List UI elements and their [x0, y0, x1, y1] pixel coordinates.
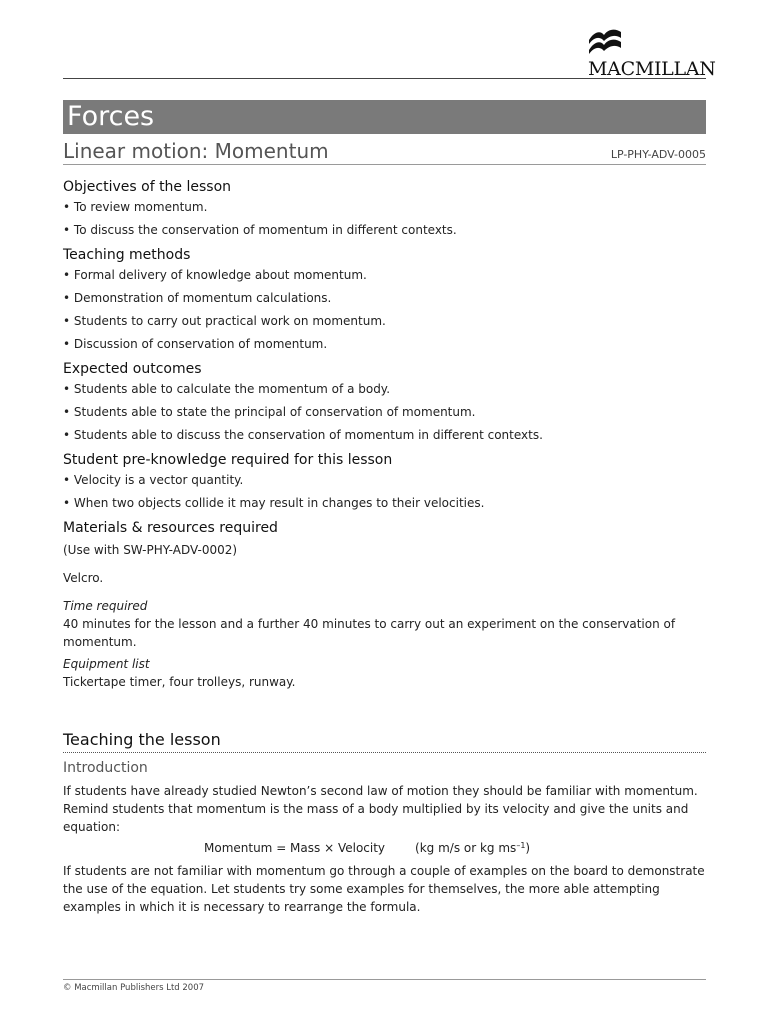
units-text: (kg m/s or kg ms [415, 841, 517, 855]
topic-banner [63, 100, 706, 134]
lesson-header [63, 139, 706, 165]
publisher-logo [588, 26, 716, 80]
momentum-equation [63, 839, 706, 857]
introduction-paragraph: If students have already studied Newton’s second law of motion they should be familiar with momentum. Remind students that momentum is the mass of a body multiplied by its velocity and give the units and equation: [63, 784, 698, 834]
units-exponent: –1 [516, 841, 526, 850]
lesson-title: Linear motion: Momentum [63, 139, 329, 163]
equation-text: Momentum = Mass × Velocity [204, 841, 386, 855]
document-code: LP-PHY-ADV-0005 [610, 148, 706, 161]
equipment-list-label: Equipment list [63, 657, 150, 671]
use-with-note: (Use with SW-PHY-ADV-0002) [63, 543, 238, 557]
list-item: • When two objects collide it may result in changes to their velocities. [63, 496, 706, 510]
footer-divider [63, 979, 706, 980]
macmillan-logo-icon [588, 26, 622, 58]
teaching-heading: Teaching the lesson [63, 729, 706, 753]
list-item: • Discussion of conservation of momentum. [63, 337, 706, 351]
lesson-plan-body [63, 178, 706, 691]
list-item: • Students to carry out practical work on momentum. [63, 314, 706, 328]
list-item: • Demonstration of momentum calculations. [63, 291, 706, 305]
examples-paragraph: If students are not familiar with momentum go through a couple of examples on the board to demonstrate the use of the equation. Let students try some examples for themselves, the more able attempting examples in which it is necessary to rearrange the formula. [63, 864, 705, 914]
list-item: • To discuss the conservation of momentum in different contexts. [63, 223, 706, 237]
teaching-section [63, 729, 706, 916]
introduction-heading: Introduction [63, 760, 148, 776]
list-item: • Students able to discuss the conservation of momentum in different contexts. [63, 428, 706, 442]
list-item: • Students able to state the principal of conservation of momentum. [63, 405, 706, 419]
list-item: • To review momentum. [63, 200, 706, 214]
outcomes-list [63, 382, 706, 442]
list-item: • Students able to calculate the momentum of a body. [63, 382, 706, 396]
units-close: ) [525, 841, 531, 855]
materials-item: Velcro. [63, 571, 104, 585]
list-item: • Velocity is a vector quantity. [63, 473, 706, 487]
outcomes-heading: Expected outcomes [63, 361, 202, 377]
top-divider [63, 78, 706, 79]
materials-heading: Materials & resources required [63, 520, 278, 536]
preknowledge-list [63, 473, 706, 510]
methods-heading: Teaching methods [63, 247, 191, 263]
methods-list [63, 268, 706, 351]
equipment-list-text: Tickertape timer, four trolleys, runway. [63, 675, 296, 689]
list-item: • Formal delivery of knowledge about momentum. [63, 268, 706, 282]
objectives-heading: Objectives of the lesson [63, 179, 232, 195]
time-required-text: 40 minutes for the lesson and a further 40 minutes to carry out an experiment on the conservation of momentum. [63, 617, 676, 649]
preknowledge-heading: Student pre-knowledge required for this lesson [63, 452, 393, 468]
logo-wordmark: MACMILLAN [588, 58, 716, 80]
copyright-notice: © Macmillan Publishers Ltd 2007 [63, 983, 205, 993]
equation-units [415, 841, 530, 855]
banner-title: Forces [67, 101, 155, 132]
time-required-label: Time required [63, 599, 148, 613]
objectives-list [63, 200, 706, 237]
